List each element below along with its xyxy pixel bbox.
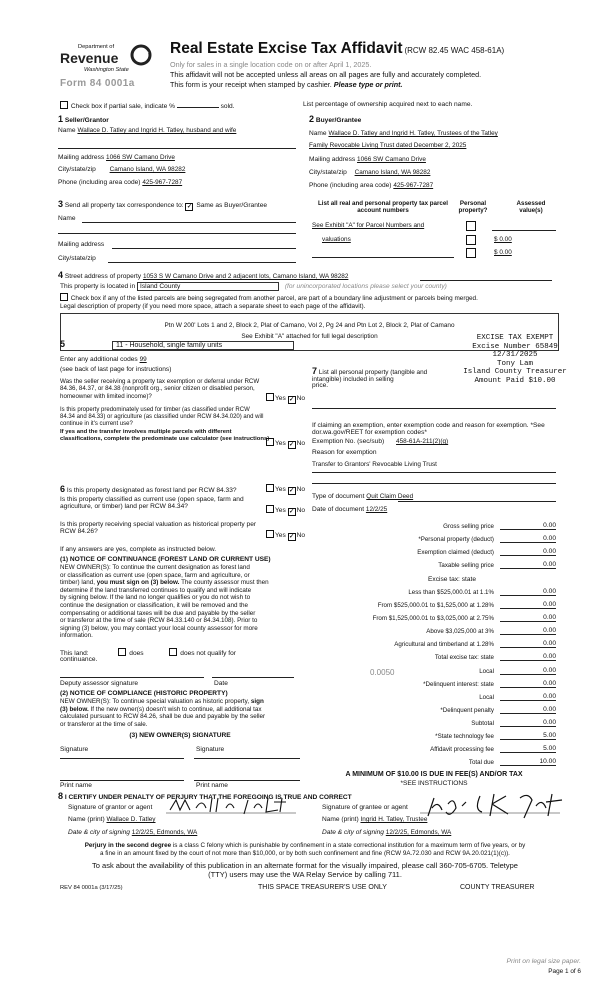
seller-phone-row: [58, 179, 296, 186]
personal-value[interactable]: 0.00: [500, 535, 556, 543]
legal-label: Legal description of property (if you need more space, attach a separate sheet to each page of the affidavit).: [60, 303, 366, 310]
proc-fee-value[interactable]: 5.00: [500, 745, 556, 753]
n1-line-3c: The county assessor must then: [181, 579, 269, 587]
taxable-value[interactable]: 0.00: [500, 561, 556, 569]
s5-q2a: Is this property predominately used for timber (as classified under RCW 84.34 and 84.33) or agriculture (as classified under RCW 84.34.020) and will continue in it's current use?: [60, 407, 264, 428]
doc-date-label: Date of document: [312, 506, 365, 513]
seller-city-row: [58, 166, 296, 173]
personal-checkbox-2[interactable]: [466, 235, 476, 245]
page-number: Page 1 of 6: [548, 968, 581, 975]
seller-city[interactable]: Camano Island, WA 98282: [109, 166, 186, 173]
codes-label: Enter any additional codes: [60, 356, 138, 363]
owner-print-2[interactable]: [194, 780, 300, 781]
land-use-select[interactable]: 11 - Household, single family units: [112, 341, 294, 350]
s7-label: List all personal property (tangible and intangible) included in selling: [312, 369, 428, 383]
owner-sig-label-2: Signature: [196, 746, 225, 753]
tech-fee-value[interactable]: 5.00: [500, 732, 556, 740]
revenue-swirl-icon: [130, 44, 152, 66]
partial-sale-label: Check box if partial sale, indicate %: [70, 103, 175, 110]
historic-no: No: [296, 532, 306, 539]
q2-yes: Yes: [275, 440, 286, 447]
n1-line-9: signing (3) below, you may contact your local county assessor for more: [60, 624, 258, 632]
grantor-print-name[interactable]: Wallace D. Tatley: [106, 816, 156, 823]
n3-title: (3) NEW OWNER(S) SIGNATURE: [129, 732, 231, 739]
personal-checkbox-3[interactable]: [466, 248, 476, 258]
tier1-label: Less than $525,000.01 at 1.1%: [408, 589, 494, 596]
header-sub2: This affidavit will not be accepted unless all areas on all pages are fully and accurately completed.: [170, 70, 482, 79]
tier2-value[interactable]: 0.00: [500, 601, 556, 609]
ag-label: Agricultural and timberland at 1.28%: [394, 641, 494, 648]
buyer-city-label: City/state/zip: [309, 169, 347, 176]
n1-line-7: compensating or additional taxes will be due and payable by the seller: [60, 609, 256, 617]
treasurer-use-only: THIS SPACE TREASURER'S USE ONLY: [258, 884, 387, 891]
subtotal-value[interactable]: 0.00: [500, 719, 556, 727]
s6-q3: Is this property receiving special valuation as historical property per RCW 84.26?: [60, 521, 257, 536]
grantor-name-label: Name (print): [68, 816, 105, 823]
s7-price: price.: [312, 382, 329, 389]
corr-mail-field[interactable]: [112, 248, 296, 249]
does-not-checkbox[interactable]: [169, 648, 177, 656]
grantee-sig-label: Signature of grantee or agent: [322, 804, 408, 811]
owner-print-label-2: Print name: [196, 782, 228, 789]
personal-property-field[interactable]: [312, 408, 556, 409]
this-land-label: This land:: [60, 650, 89, 657]
additional-codes[interactable]: 99: [139, 356, 147, 363]
doc-type-label: Type of document: [312, 493, 365, 500]
assessed-value-1[interactable]: $ 0.00: [494, 236, 512, 243]
corr-name-field[interactable]: [82, 222, 296, 223]
q1-yes: Yes: [275, 395, 286, 402]
section-4-number: 4: [58, 270, 64, 280]
n2-title: (2) NOTICE OF COMPLIANCE (HISTORIC PROPERTY): [60, 690, 228, 697]
stamp-line-1: EXCISE TAX EXEMPT: [476, 334, 554, 342]
gross-label: Gross selling price: [443, 523, 494, 530]
delinq-local-label: Local: [479, 694, 494, 701]
grantee-date-label: Date & city of signing: [322, 829, 384, 836]
owner-print-label-1: Print name: [60, 782, 92, 789]
n1-line-3: timber) land,: [60, 579, 95, 587]
parcel-col-header: List all real and personal property tax parcel account numbers: [318, 200, 448, 214]
section-1-title: Seller/Grantor: [64, 117, 109, 124]
legal-paper-note: Print on legal size paper.: [506, 958, 581, 965]
partial-sale-sold: sold.: [220, 103, 235, 110]
n1-line-3b: you must sign on (3) below.: [96, 579, 180, 587]
certify-title: I CERTIFY UNDER PENALTY OF PERJURY THAT THE FOREGOING IS TRUE AND CORRECT: [64, 794, 352, 801]
dor-logo: [58, 40, 158, 102]
header-sub3b: Please type or print.: [333, 80, 403, 89]
local-label: Local: [479, 668, 494, 675]
personal-col-header: Personal property?: [458, 200, 488, 214]
stamp-line-6: Amount Paid $10.00: [474, 376, 556, 385]
perjury-line-2: a fine in an amount fixed by the court of not more than $10,000, or by both such confinement and fine (RCW 9A.72.030 and RCW 9A.20.021(1)(c)).: [100, 849, 510, 857]
exemption-label: Exemption claimed (deduct): [417, 549, 494, 556]
assessed-col-header: Assessed value(s): [516, 200, 546, 214]
buyer-city[interactable]: Camano Island, WA 98282: [354, 169, 431, 176]
deputy-signature-field[interactable]: [60, 677, 204, 678]
delinq-pen-label: *Delinquent penalty: [440, 707, 494, 714]
does-label: does: [129, 650, 144, 657]
s6-q1: Is this property designated as forest land per RCW 84.33?: [66, 487, 237, 494]
seller-mail-label: Mailing address: [58, 154, 105, 161]
total-state-value[interactable]: 0.00: [500, 653, 556, 661]
section-8-number: 8: [58, 791, 64, 801]
delinq-local-value[interactable]: 0.00: [500, 693, 556, 701]
n1-line-1: NEW OWNER(S): To continue the current designation as forest land: [60, 564, 250, 571]
n2-line-1: NEW OWNER(S): To continue special valuation as historic property,: [60, 698, 250, 705]
legal-line-2: See Exhibit "A" attached for full legal description: [241, 333, 378, 340]
logo-revenue: Revenue: [60, 50, 119, 66]
exemption-number[interactable]: 458-61A-211(2)(g): [396, 438, 449, 445]
perjury-bold: Perjury in the second degree: [84, 842, 172, 849]
reason-label: Reason for exemption: [312, 449, 377, 456]
continuance-label: continuance.: [60, 656, 98, 663]
n2-line-2a: (3) below.: [60, 705, 89, 713]
current-use-no: No: [296, 507, 306, 514]
tier1-value[interactable]: 0.00: [500, 588, 556, 596]
seller-phone-label: Phone (including area code): [58, 179, 141, 186]
forest-yes: Yes: [275, 486, 286, 493]
street-address[interactable]: 1053 S W Camano Drive and 2 adjacent lots, Camano Island, WA 98282: [142, 273, 349, 280]
corr-city-label: City/state/zip: [58, 255, 96, 262]
local-rate: 0.0050: [370, 668, 395, 677]
buyer-name-line2[interactable]: Family Revocable Living Trust dated December 2, 2025: [309, 142, 467, 149]
q2-no: No: [296, 440, 306, 447]
deputy-label: Deputy assessor signature: [60, 680, 139, 687]
ag-value[interactable]: 0.00: [500, 640, 556, 648]
does-checkbox[interactable]: [118, 648, 126, 656]
deputy-date-field[interactable]: [212, 677, 294, 678]
access-line-1: To ask about the availability of this publication in an alternate format for the visually impaired, please call 360-705-6705. Teletype: [92, 861, 518, 870]
parcel-row-1[interactable]: See Exhibit "A" for Parcel Numbers and: [312, 222, 425, 229]
n1-line-10: information.: [60, 632, 93, 640]
assessed-value-2[interactable]: $ 0.00: [494, 249, 512, 256]
document-type[interactable]: Quit Claim Deed: [366, 493, 414, 500]
forest-no: No: [296, 486, 306, 493]
exemption-value[interactable]: 0.00: [500, 548, 556, 556]
header-sub1: Only for sales in a single location code on or after April 1, 2025.: [170, 60, 372, 69]
partial-sale-checkbox[interactable]: [60, 101, 68, 109]
s6-if-yes: If any answers are yes, complete as instructed below.: [60, 546, 217, 553]
q1-no: No: [296, 395, 306, 402]
grantee-signature[interactable]: [420, 790, 570, 824]
buyer-mail-label: Mailing address: [309, 156, 356, 163]
subtotal-label: Subtotal: [471, 720, 494, 727]
tier4-value[interactable]: 0.00: [500, 627, 556, 635]
segregated-label: Check box if any of the listed parcels are being segregated from another parcel, are part of a boundary line adjustment or parcels being merged.: [70, 295, 478, 302]
form-number: Form 84 0001a: [60, 78, 135, 89]
section-5-number: 5: [60, 339, 66, 349]
delinq-state-value[interactable]: 0.00: [500, 680, 556, 688]
buyer-mail[interactable]: 1066 SW Camano Drive: [357, 156, 426, 163]
proc-fee-label: Affidavit processing fee: [430, 746, 494, 753]
stamp-line-5: Island County Treasurer: [463, 368, 567, 377]
delinq-pen-value[interactable]: 0.00: [500, 706, 556, 714]
s5-q2b: If yes and the transfer involves multiple parcels with different classifications, complete the predominate use calculator (see instructions): [60, 429, 270, 443]
tech-fee-label: *State technology fee: [435, 733, 494, 740]
stamp-line-2: Excise Number 65849: [472, 342, 558, 351]
n2-line-4: or transferor at the time of sale.: [60, 720, 148, 728]
excise-state-label: Excise tax: state: [428, 576, 477, 583]
current-use-no-checkbox[interactable]: ✓: [289, 509, 295, 515]
tier3-label: From $1,525,000.01 to $3,025,000 at 2.75%: [372, 615, 494, 622]
logo-dept: Department of: [78, 44, 115, 50]
buyer-phone-label: Phone (including area code): [309, 182, 392, 189]
q1-no-checkbox[interactable]: ✓: [289, 397, 295, 403]
forest-yes-checkbox[interactable]: [266, 484, 274, 492]
partial-sale-pct[interactable]: [177, 107, 219, 108]
n1-line-2: or classification as current use (open space, farm and agriculture, or: [60, 571, 250, 579]
access-line-2: (TTY) users may use the WA Relay Service by calling 711.: [208, 870, 402, 879]
county-treasurer: COUNTY TREASURER: [460, 884, 535, 891]
stamp-line-4: Tony Lam: [496, 359, 533, 368]
deputy-date-label: Date: [214, 680, 228, 687]
q2-no-checkbox[interactable]: ✓: [289, 442, 295, 448]
logo-state: Washington State: [84, 67, 129, 73]
gross-value[interactable]: 0.00: [500, 522, 556, 530]
segregated-checkbox[interactable]: [60, 293, 68, 301]
local-value[interactable]: 0.00: [500, 667, 556, 675]
personal-label: *Personal property (deduct): [418, 536, 494, 543]
s5-q1: Was the seller receiving a property tax exemption or deferral under RCW 84.36, 84.37, or 84.38 (nonprofit org., senior citizen or disabled person, homeowner with limited income)?: [60, 378, 260, 400]
total-due-label: Total due: [468, 759, 494, 766]
grantee-name-label: Name (print): [322, 816, 359, 823]
legal-line-1: Ptn W 200' Lots 1 and 2, Block 2, Plat of Camano, Vol 2, Pg 24 and Ptn Lot 2, Block 2, Plat of Camano: [164, 322, 455, 329]
owner-signature-2[interactable]: [194, 758, 300, 759]
section-6-number: 6: [60, 484, 66, 494]
grantee-print-name[interactable]: Ingrid H. Tatley, Trustee: [360, 816, 428, 823]
corr-city-field[interactable]: [108, 262, 296, 263]
n2-line-1b: sign: [250, 698, 264, 705]
seller-city-label: City/state/zip: [58, 166, 96, 173]
total-due-value[interactable]: 10.00: [500, 758, 556, 766]
tier3-value[interactable]: 0.00: [500, 614, 556, 622]
form-title: Real Estate Excise Tax Affidavit: [170, 40, 403, 57]
owner-sig-label-1: Signature: [60, 746, 89, 753]
buyer-name-label: Name: [309, 130, 327, 137]
grantor-date-label: Date & city of signing: [68, 829, 130, 836]
n1-body: [60, 564, 300, 640]
corr-mail-label: Mailing address: [58, 241, 105, 248]
personal-checkbox-1[interactable]: [466, 221, 476, 231]
seller-name-row: [58, 127, 296, 134]
same-as-buyer-label: Same as Buyer/Grantee: [196, 202, 268, 209]
buyer-name-line1[interactable]: Wallace D. Tatley and Ingrid H. Tatley, Trustees of the Tatley: [328, 130, 498, 137]
exempt-claim: If claiming an exemption, enter exemption code and reason for exemption. *See dor.wa.gov/REET for exemption codes*: [312, 422, 545, 437]
tier4-label: Above $3,025,000 at 3%: [426, 628, 494, 635]
owner-print-1[interactable]: [60, 780, 184, 781]
historic-no-checkbox[interactable]: ✓: [289, 534, 295, 540]
minimum-due: A MINIMUM OF $10.00 IS DUE IN FEE(S) AND/OR TAX: [345, 771, 523, 778]
header-sub3: This form is your receipt when stamped by cashier.: [170, 80, 332, 89]
does-not-label: does not qualify for: [180, 650, 236, 657]
historic-yes-checkbox[interactable]: [266, 530, 274, 538]
grantor-signature[interactable]: [166, 794, 296, 818]
n2-line-3: calculated pursuant to RCW 84.26, shall be due and payable by the seller: [60, 713, 266, 721]
ownership-note: List percentage of ownership acquired next to each name.: [303, 101, 473, 108]
n2-line-2b: If the new owner(s) doesn't wish to continue, all additional tax: [90, 705, 262, 713]
exemption-reason[interactable]: Transfer to Grantors' Revocable Living Trust: [312, 461, 437, 468]
located-hint: (for unincorporated locations please select your county): [284, 283, 447, 290]
section-2-title: Buyer/Grantee: [315, 117, 362, 124]
n1-line-8: or transferor at the time of sale (RCW 84.33.140 or 84.34.108). Prior to: [60, 617, 258, 625]
tier2-label: From $525,000.01 to $1,525,000 at 1.28%: [377, 602, 494, 609]
owner-signature-1[interactable]: [60, 758, 184, 759]
buyer-phone[interactable]: 425-967-7287: [393, 182, 434, 189]
s6-q2: Is this property classified as current use (open space, farm and agriculture, or timber) land per RCW 84.34?: [60, 496, 244, 511]
rev-number: REV 84 0001a (3/17/25): [60, 885, 123, 891]
n1-line-6: continue the designation or classification, it will be removed and the: [60, 601, 248, 609]
taxable-label: Taxable selling price: [438, 562, 494, 569]
grantor-date-city[interactable]: 12/2/25, Edmonds, WA: [131, 829, 198, 836]
treasurer-stamp: [455, 334, 575, 386]
document-date[interactable]: 12/2/25: [365, 506, 388, 513]
see-back: (see back of last page for instructions): [60, 366, 172, 373]
total-state-label: Total excise tax: state: [434, 654, 494, 661]
street-label: Street address of property: [64, 273, 142, 280]
grantor-sig-label: Signature of grantor or agent: [68, 804, 153, 811]
seller-name-label: Name: [58, 127, 76, 134]
delinq-state-label: *Delinquent interest: state: [423, 681, 494, 688]
seller-mail[interactable]: 1066 SW Camano Drive: [106, 154, 175, 161]
section-7-number: 7: [312, 366, 318, 376]
n1-line-5: by signing below. If the land no longer qualifies or you do not wish to: [60, 594, 251, 602]
n1-title: (1) NOTICE OF CONTINUANCE (FOREST LAND OR CURRENT USE): [60, 556, 271, 563]
q1-yes-checkbox[interactable]: [266, 393, 274, 401]
grantee-date-city[interactable]: 12/2/25, Edmonds, WA: [385, 829, 452, 836]
located-label: This property is located in: [60, 283, 136, 290]
stamp-line-3: 12/31/2025: [492, 351, 538, 360]
same-as-buyer-checkbox[interactable]: ✓: [186, 204, 192, 210]
parcel-row-2[interactable]: valuations: [322, 236, 351, 243]
n1-line-4: determine if the land transferred continues to qualify and will indicate: [60, 586, 252, 594]
seller-name[interactable]: Wallace D. Tatley and Ingrid H. Tatley, husband and wife: [77, 127, 237, 134]
section-2-number: 2: [309, 114, 315, 124]
q2-yes-checkbox[interactable]: [266, 438, 274, 446]
form-rcw: (RCW 82.45 WAC 458-61A): [404, 46, 505, 55]
current-use-yes-checkbox[interactable]: [266, 505, 274, 513]
seller-phone[interactable]: 425-967-7287: [142, 179, 183, 186]
county-select[interactable]: Island County: [137, 282, 279, 291]
section-3-text: Send all property tax correspondence to:: [64, 202, 184, 209]
seller-mail-row: [58, 154, 296, 161]
perjury-line-1: is a class C felony which is punishable by confinement in a state correctional institution for a maximum term of five years, or by: [171, 842, 526, 849]
see-instructions: *SEE INSTRUCTIONS: [400, 780, 468, 787]
forest-no-checkbox[interactable]: ✓: [289, 488, 295, 494]
section-3-number: 3: [58, 199, 64, 209]
corr-name-label: Name: [58, 215, 76, 222]
historic-yes: Yes: [275, 532, 286, 539]
current-use-yes: Yes: [275, 507, 286, 514]
section-1-number: 1: [58, 114, 64, 124]
exempt-no-label: Exemption No. (sec/sub): [312, 438, 385, 445]
